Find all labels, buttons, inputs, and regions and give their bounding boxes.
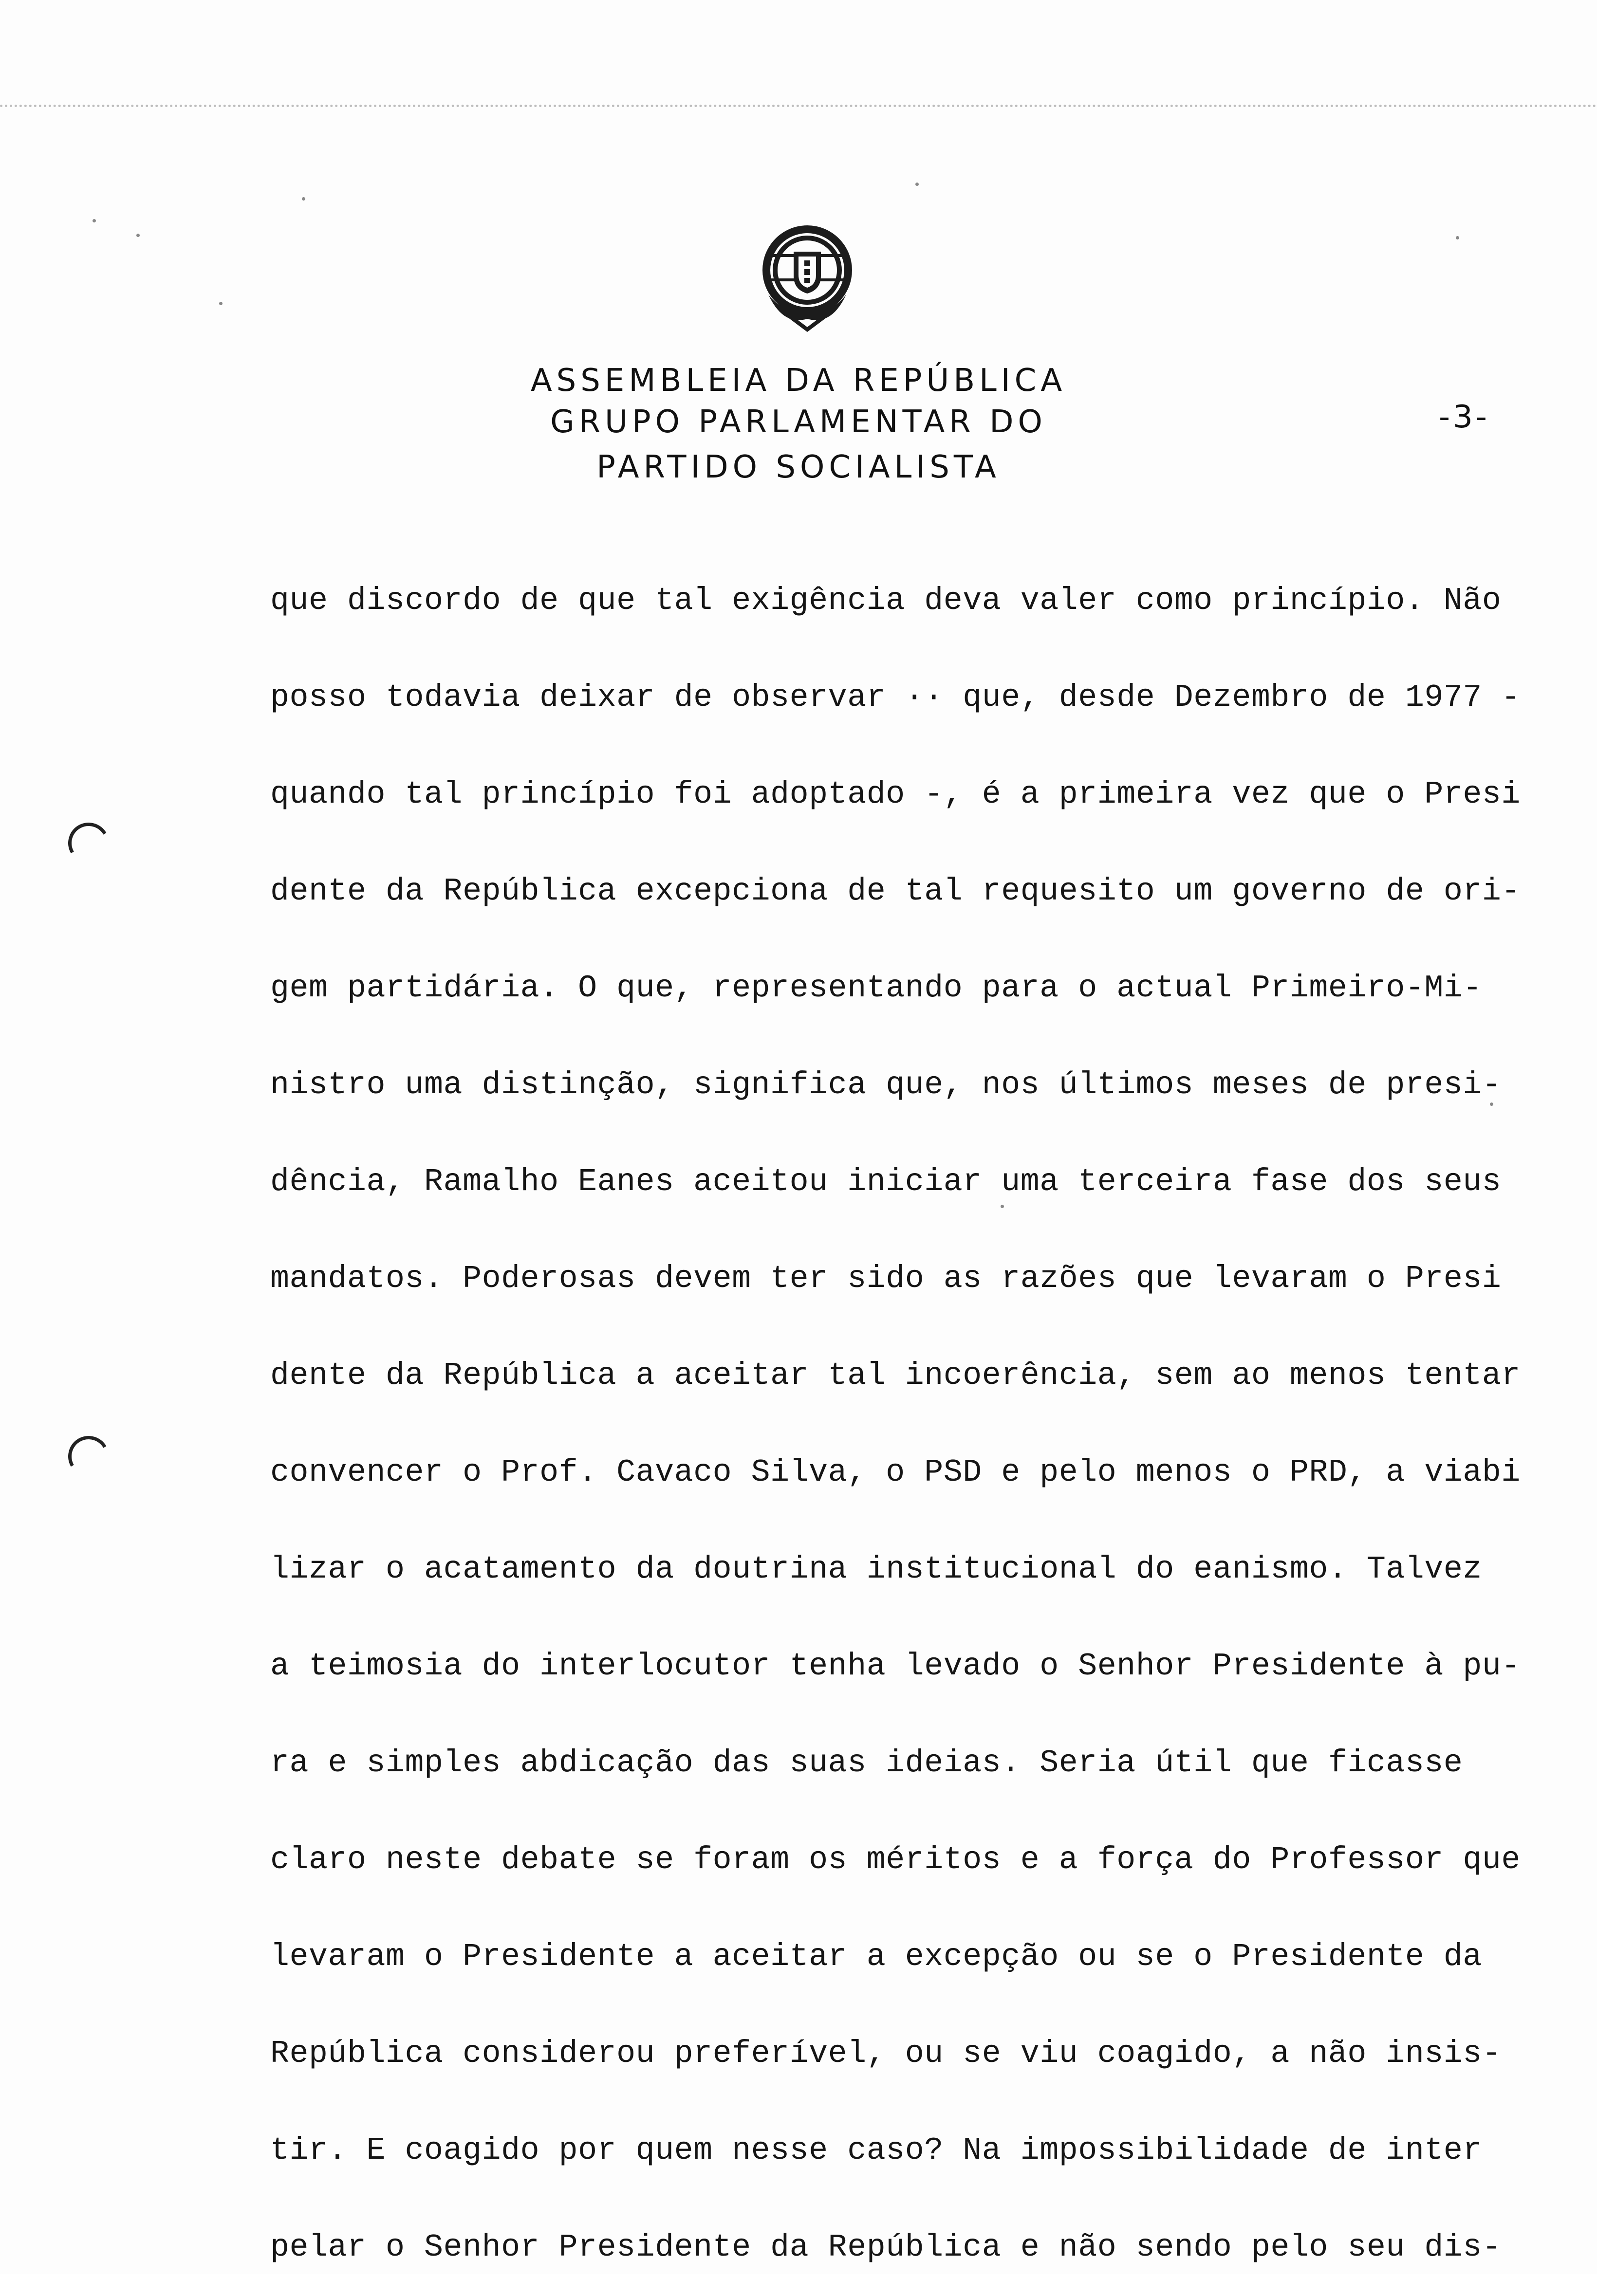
text-line: pelar o Senhor Presidente da República e não sendo pelo seu dis- <box>270 2229 1502 2265</box>
letterhead-party: PARTIDO SOCIALISTA <box>596 449 1001 485</box>
text-line: convencer o Prof. Cavaco Silva, o PSD e pelo menos o PRD, a viabi <box>270 1454 1521 1490</box>
text-line: levaram o Presidente a aceitar a excepção ou se o Presidente da <box>270 1939 1482 1975</box>
page-number: -3- <box>1439 399 1490 435</box>
text-line: dência, Ramalho Eanes aceitou iniciar uma terceira fase dos seus <box>270 1164 1502 1200</box>
text-line: gem partidária. O que, representando para o actual Primeiro-Mi- <box>270 970 1482 1006</box>
text-line: dente da República a aceitar tal incoerência, sem ao menos tentar <box>270 1358 1521 1394</box>
text-line: ra e simples abdicação das suas ideias. Seria útil que ficasse <box>270 1745 1463 1781</box>
text-line: mandatos. Poderosas devem ter sido as razões que levaram o Presi <box>270 1261 1502 1297</box>
letterhead <box>0 360 1597 484</box>
text-line: nistro uma distinção, significa que, nos últimos meses de presi- <box>270 1067 1502 1103</box>
text-line: a teimosia do interlocutor tenha levado o Senhor Presidente à pu- <box>270 1648 1521 1684</box>
scan-artifact-line <box>0 105 1597 110</box>
text-line: quando tal princípio foi adoptado -, é a primeira vez que o Presi <box>270 776 1521 812</box>
text-line: claro neste debate se foram os méritos e a força do Professor que <box>270 1842 1521 1878</box>
text-line: dente da República excepciona de tal requesito um governo de ori- <box>270 873 1521 909</box>
text-line: que discordo de que tal exigência deva valer como princípio. Não <box>270 583 1502 619</box>
scan-speck <box>136 234 140 237</box>
margin-punch-mark <box>64 1432 114 1482</box>
scan-speck <box>93 219 96 222</box>
scan-speck <box>915 183 919 186</box>
letterhead-institution: ASSEMBLEIA DA REPÚBLICA <box>530 363 1067 399</box>
scan-speck <box>302 197 305 201</box>
text-line: tir. E coagido por quem nesse caso? Na impossibilidade de inter <box>270 2132 1482 2168</box>
scan-speck <box>1456 236 1459 239</box>
scan-speck <box>219 302 223 305</box>
portuguese-coat-of-arms-icon <box>754 221 861 333</box>
margin-punch-mark <box>64 818 114 868</box>
letterhead-group: GRUPO PARLAMENTAR DO <box>550 404 1047 440</box>
text-line: lizar o acatamento da doutrina institucional do eanismo. Talvez <box>270 1551 1482 1587</box>
text-line: República considerou preferível, ou se viu coagido, a não insis- <box>270 2036 1502 2072</box>
body-text <box>270 552 1556 2296</box>
text-line: posso todavia deixar de observar ·· que, desde Dezembro de 1977 - <box>270 680 1521 716</box>
